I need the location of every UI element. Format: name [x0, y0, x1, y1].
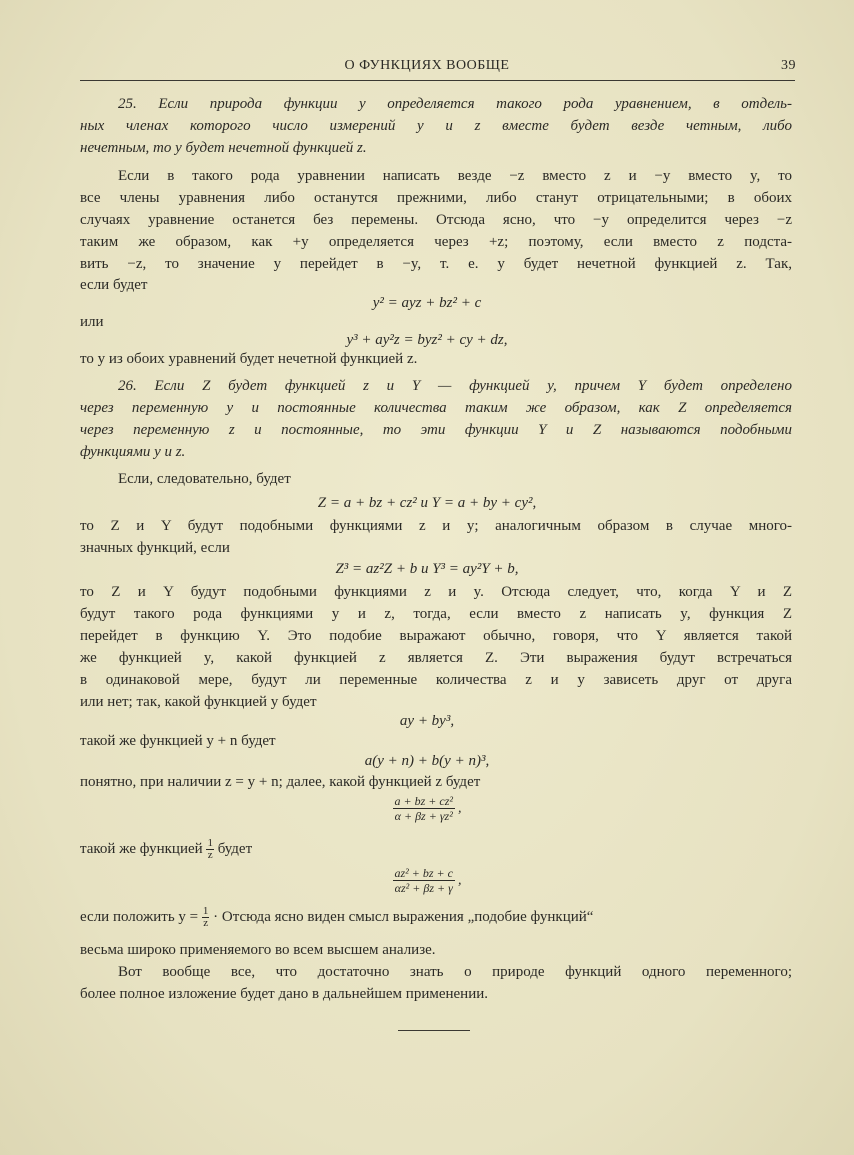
- denominator: z: [203, 917, 209, 929]
- punctuation: ,: [457, 872, 462, 888]
- text-line: значных функций, если: [80, 540, 230, 556]
- text-line: будут такого рода функциями y и z, тогда, если вместо z написать y, функция Z: [80, 606, 792, 622]
- text-line: таким же образом, как +y определяется через +z; поэтому, если вместо z подста-: [80, 234, 792, 250]
- text-line: если будет: [80, 277, 148, 293]
- text-line: или нет; так, какой функцией y будет: [80, 694, 317, 710]
- text: будет: [217, 840, 253, 857]
- equation: Z = a + bz + cz² и Y = a + by + cy²,: [317, 495, 537, 511]
- text-line: же функцией y, какой функцией z является Z. Эти выражения будут встречаться: [80, 650, 792, 666]
- punctuation: ,: [457, 800, 462, 816]
- text-line: весьма широко применяемого во всем высшем анализе.: [80, 942, 436, 958]
- fraction-equation: [0, 866, 854, 895]
- text-line: такой же функцией y + n будет: [80, 733, 276, 749]
- equation: Z³ = az²Z + b и Y³ = ay²Y + b,: [335, 561, 519, 577]
- fraction-equation: [0, 794, 854, 823]
- inline-fraction: [202, 906, 210, 929]
- text-line: то y из обоих уравнений будет нечетной функцией z.: [80, 351, 418, 367]
- para26-line: через переменную y и постоянные количества таким же образом, как Z определяется: [80, 400, 792, 416]
- text-line: в одинаковой мере, будут ли переменные количества z и y зависеть друг от друга: [80, 672, 792, 688]
- equation: y³ + ay²z = byz² + cy + dz,: [346, 332, 508, 348]
- text-line: то Z и Y будут подобными функциями z и y. Отсюда следует, что, когда Y и Z: [80, 584, 792, 600]
- para25-line: нечетным, то y будет нечетной функцией z.: [80, 140, 367, 156]
- text-line: то Z и Y будут подобными функциями z и y; аналогичным образом в случае много-: [80, 518, 792, 534]
- text-line: Вот вообще все, что достаточно знать о природе функций одного переменного;: [118, 964, 792, 980]
- text-line: перейдет в функцию Y. Это подобие выражают обычно, говоря, что Y является такой: [80, 628, 792, 644]
- header-title: О ФУНКЦИЯХ ВООБЩЕ: [344, 58, 510, 73]
- equation: y² = ayz + bz² + c: [372, 295, 482, 311]
- text-line: [80, 906, 792, 929]
- text-line: или: [80, 314, 104, 330]
- para25-line: ных членах которого число измерений y и z вместе будет везде четным, либо: [80, 118, 792, 134]
- page-number: 39: [781, 58, 796, 73]
- text-line: вить −z, то значение y перейдет в −y, т. е. y будет нечетной функцией z. Так,: [80, 256, 792, 272]
- numerator: a + bz + cz²: [394, 794, 453, 808]
- text: если положить y =: [80, 908, 199, 925]
- para26-line: функциями y и z.: [80, 444, 186, 460]
- numerator: az² + bz + c: [394, 866, 453, 880]
- text-line: более полное изложение будет дано в дальнейшем применении.: [80, 986, 489, 1002]
- inline-fraction: [206, 838, 214, 861]
- text: такой же функцией: [80, 840, 203, 857]
- para26-line: через переменную z и постоянные, то эти функции Y и Z называются подобными: [80, 422, 792, 438]
- text-line: случаях уравнение останется без перемены. Отсюда ясно, что −y определится через −z: [80, 212, 792, 228]
- text: · Отсюда ясно виден смысл выражения „подобие функций“: [213, 908, 594, 925]
- text-line: Если, следовательно, будет: [118, 471, 291, 487]
- numerator: 1: [202, 905, 209, 917]
- text-line: все члены уравнения либо останутся прежними, либо станут отрицательными; в обоих: [80, 190, 792, 206]
- text-line: Если в такого рода уравнении написать везде −z вместо z и −y вместо y, то: [118, 168, 792, 184]
- denominator: α + βz + γz²: [394, 809, 453, 823]
- header-rule: [80, 80, 795, 81]
- equation: ay + by³,: [399, 713, 455, 729]
- denominator: z: [207, 849, 213, 861]
- para25-line: 25. Если природа функции y определяется такого рода уравнением, в отдель-: [118, 96, 792, 112]
- para26-line: 26. Если Z будет функцией z и Y — функцией y, причем Y будет определено: [118, 378, 792, 394]
- equation: a(y + n) + b(y + n)³,: [364, 753, 490, 769]
- section-end-rule: [398, 1030, 470, 1031]
- numerator: 1: [207, 837, 213, 849]
- denominator: αz² + βz + γ: [394, 881, 453, 895]
- text-line: понятно, при наличии z = y + n; далее, какой функцией z будет: [80, 774, 481, 790]
- text-line: [80, 838, 792, 861]
